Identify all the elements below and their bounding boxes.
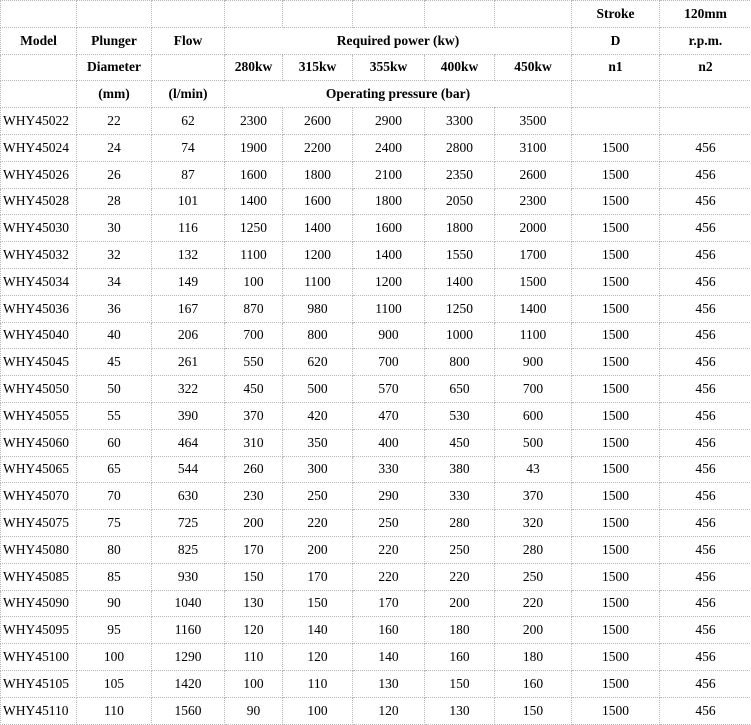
pressure-450kw-cell: 1500	[495, 268, 572, 295]
pressure-450kw-cell: 3100	[495, 134, 572, 161]
pressure-355kw-cell: 220	[353, 536, 425, 563]
table-row	[1, 161, 751, 188]
pressure-355kw-cell: 1600	[353, 215, 425, 242]
n1-cell: 1500	[572, 161, 660, 188]
pressure-450kw-cell: 150	[495, 697, 572, 724]
pressure-400kw-cell: 1550	[425, 242, 495, 269]
pressure-400kw-cell: 1800	[425, 215, 495, 242]
pressure-400kw-cell: 530	[425, 402, 495, 429]
diameter-cell: 90	[77, 590, 152, 617]
n2-cell: 456	[660, 295, 751, 322]
pressure-280kw-cell: 230	[225, 483, 283, 510]
pressure-400kw-cell: 1000	[425, 322, 495, 349]
pressure-400kw-cell: 200	[425, 590, 495, 617]
pressure-315kw-cell: 110	[283, 670, 353, 697]
model-cell: WHY45045	[1, 349, 77, 376]
n1-cell: 1500	[572, 215, 660, 242]
n2-cell: 456	[660, 590, 751, 617]
pressure-280kw-cell: 260	[225, 456, 283, 483]
header-row-4	[1, 81, 751, 108]
pressure-450kw-cell: 2300	[495, 188, 572, 215]
pressure-280kw-cell: 130	[225, 590, 283, 617]
diameter-cell: 95	[77, 617, 152, 644]
pressure-280kw-cell: 100	[225, 670, 283, 697]
pressure-450kw-cell: 900	[495, 349, 572, 376]
model-cell: WHY45034	[1, 268, 77, 295]
pressure-450kw-cell: 3500	[495, 108, 572, 135]
pressure-315kw-cell: 250	[283, 483, 353, 510]
header-plunger: Plunger	[77, 27, 152, 54]
pressure-280kw-cell: 310	[225, 429, 283, 456]
header-row-2	[1, 27, 751, 54]
pressure-355kw-cell: 250	[353, 510, 425, 537]
flow-cell: 390	[152, 402, 225, 429]
pressure-315kw-cell: 300	[283, 456, 353, 483]
pressure-315kw-cell: 2600	[283, 108, 353, 135]
n1-cell	[572, 108, 660, 135]
pressure-355kw-cell: 2900	[353, 108, 425, 135]
table-row	[1, 563, 751, 590]
pressure-315kw-cell: 170	[283, 563, 353, 590]
n2-cell: 456	[660, 456, 751, 483]
n2-cell: 456	[660, 349, 751, 376]
pressure-450kw-cell: 700	[495, 376, 572, 403]
table-row	[1, 644, 751, 671]
diameter-cell: 32	[77, 242, 152, 269]
flow-cell: 1560	[152, 697, 225, 724]
table-row	[1, 295, 751, 322]
model-cell: WHY45055	[1, 402, 77, 429]
header-rpm: r.p.m.	[660, 27, 751, 54]
pressure-280kw-cell: 170	[225, 536, 283, 563]
pressure-355kw-cell: 1400	[353, 242, 425, 269]
header-flow-unit: (l/min)	[152, 81, 225, 108]
pressure-450kw-cell: 500	[495, 429, 572, 456]
diameter-cell: 110	[77, 697, 152, 724]
pressure-280kw-cell: 870	[225, 295, 283, 322]
diameter-cell: 30	[77, 215, 152, 242]
n2-cell: 456	[660, 697, 751, 724]
diameter-cell: 36	[77, 295, 152, 322]
pressure-315kw-cell: 100	[283, 697, 353, 724]
n2-cell: 456	[660, 563, 751, 590]
diameter-cell: 85	[77, 563, 152, 590]
pressure-280kw-cell: 1250	[225, 215, 283, 242]
n1-cell: 1500	[572, 456, 660, 483]
pressure-280kw-cell: 1400	[225, 188, 283, 215]
flow-cell: 1290	[152, 644, 225, 671]
pressure-315kw-cell: 800	[283, 322, 353, 349]
flow-cell: 464	[152, 429, 225, 456]
header-stroke-d: D	[572, 27, 660, 54]
n1-cell: 1500	[572, 483, 660, 510]
n2-cell: 456	[660, 268, 751, 295]
pressure-400kw-cell: 1400	[425, 268, 495, 295]
pressure-355kw-cell: 220	[353, 563, 425, 590]
pressure-400kw-cell: 2050	[425, 188, 495, 215]
pressure-280kw-cell: 90	[225, 697, 283, 724]
flow-cell: 132	[152, 242, 225, 269]
table-row	[1, 134, 751, 161]
pressure-280kw-cell: 1600	[225, 161, 283, 188]
diameter-cell: 80	[77, 536, 152, 563]
n2-cell: 456	[660, 483, 751, 510]
n1-cell: 1500	[572, 402, 660, 429]
model-cell: WHY45026	[1, 161, 77, 188]
pressure-355kw-cell: 2100	[353, 161, 425, 188]
model-cell: WHY45032	[1, 242, 77, 269]
pressure-450kw-cell: 320	[495, 510, 572, 537]
pressure-450kw-cell: 2600	[495, 161, 572, 188]
table-row	[1, 670, 751, 697]
flow-cell: 74	[152, 134, 225, 161]
pressure-450kw-cell: 1100	[495, 322, 572, 349]
table-row	[1, 188, 751, 215]
pressure-355kw-cell: 570	[353, 376, 425, 403]
pressure-355kw-cell: 700	[353, 349, 425, 376]
flow-cell: 62	[152, 108, 225, 135]
table-row	[1, 483, 751, 510]
table-row	[1, 215, 751, 242]
pressure-450kw-cell: 250	[495, 563, 572, 590]
diameter-cell: 75	[77, 510, 152, 537]
pressure-400kw-cell: 1250	[425, 295, 495, 322]
header-stroke: Stroke	[572, 1, 660, 28]
model-cell: WHY45105	[1, 670, 77, 697]
n2-cell: 456	[660, 376, 751, 403]
table-row	[1, 429, 751, 456]
pressure-280kw-cell: 450	[225, 376, 283, 403]
table-row	[1, 108, 751, 135]
diameter-cell: 34	[77, 268, 152, 295]
model-cell: WHY45065	[1, 456, 77, 483]
flow-cell: 544	[152, 456, 225, 483]
pressure-400kw-cell: 280	[425, 510, 495, 537]
table-row	[1, 617, 751, 644]
model-cell: WHY45028	[1, 188, 77, 215]
pressure-315kw-cell: 200	[283, 536, 353, 563]
pressure-450kw-cell: 2000	[495, 215, 572, 242]
pressure-315kw-cell: 150	[283, 590, 353, 617]
flow-cell: 116	[152, 215, 225, 242]
table-row	[1, 536, 751, 563]
model-cell: WHY45070	[1, 483, 77, 510]
table-row	[1, 242, 751, 269]
header-row-1	[1, 1, 751, 28]
pressure-450kw-cell: 43	[495, 456, 572, 483]
model-cell: WHY45075	[1, 510, 77, 537]
pressure-355kw-cell: 140	[353, 644, 425, 671]
n2-cell: 456	[660, 242, 751, 269]
pressure-280kw-cell: 1900	[225, 134, 283, 161]
flow-cell: 825	[152, 536, 225, 563]
n1-cell: 1500	[572, 697, 660, 724]
pressure-450kw-cell: 220	[495, 590, 572, 617]
pressure-355kw-cell: 2400	[353, 134, 425, 161]
pressure-280kw-cell: 150	[225, 563, 283, 590]
n2-cell: 456	[660, 644, 751, 671]
diameter-cell: 60	[77, 429, 152, 456]
n1-cell: 1500	[572, 268, 660, 295]
flow-cell: 630	[152, 483, 225, 510]
n2-cell: 456	[660, 429, 751, 456]
table-row	[1, 349, 751, 376]
n1-cell: 1500	[572, 617, 660, 644]
pressure-315kw-cell: 350	[283, 429, 353, 456]
header-diameter: Diameter	[77, 54, 152, 81]
diameter-cell: 100	[77, 644, 152, 671]
n2-cell: 456	[660, 134, 751, 161]
table-row	[1, 322, 751, 349]
table-row	[1, 376, 751, 403]
pressure-315kw-cell: 1100	[283, 268, 353, 295]
pressure-280kw-cell: 370	[225, 402, 283, 429]
pressure-400kw-cell: 180	[425, 617, 495, 644]
pressure-315kw-cell: 1800	[283, 161, 353, 188]
pressure-315kw-cell: 1600	[283, 188, 353, 215]
pressure-400kw-cell: 160	[425, 644, 495, 671]
n1-cell: 1500	[572, 590, 660, 617]
pressure-355kw-cell: 170	[353, 590, 425, 617]
header-rpm-value: 120mm	[660, 1, 751, 28]
n2-cell: 456	[660, 188, 751, 215]
pressure-450kw-cell: 200	[495, 617, 572, 644]
header-power-355: 355kw	[353, 54, 425, 81]
pressure-400kw-cell: 250	[425, 536, 495, 563]
pressure-355kw-cell: 330	[353, 456, 425, 483]
pressure-355kw-cell: 1100	[353, 295, 425, 322]
table-row	[1, 697, 751, 724]
table-row	[1, 456, 751, 483]
model-cell: WHY45022	[1, 108, 77, 135]
pressure-450kw-cell: 180	[495, 644, 572, 671]
pressure-315kw-cell: 980	[283, 295, 353, 322]
header-model: Model	[1, 27, 77, 54]
n1-cell: 1500	[572, 134, 660, 161]
diameter-cell: 70	[77, 483, 152, 510]
model-cell: WHY45095	[1, 617, 77, 644]
diameter-cell: 24	[77, 134, 152, 161]
n1-cell: 1500	[572, 510, 660, 537]
pressure-280kw-cell: 100	[225, 268, 283, 295]
n2-cell: 456	[660, 536, 751, 563]
pressure-400kw-cell: 220	[425, 563, 495, 590]
pressure-280kw-cell: 2300	[225, 108, 283, 135]
pressure-355kw-cell: 290	[353, 483, 425, 510]
model-cell: WHY45036	[1, 295, 77, 322]
flow-cell: 725	[152, 510, 225, 537]
pressure-400kw-cell: 380	[425, 456, 495, 483]
pressure-280kw-cell: 200	[225, 510, 283, 537]
pressure-280kw-cell: 550	[225, 349, 283, 376]
pressure-450kw-cell: 370	[495, 483, 572, 510]
table-row	[1, 590, 751, 617]
diameter-cell: 50	[77, 376, 152, 403]
pressure-315kw-cell: 120	[283, 644, 353, 671]
n1-cell: 1500	[572, 536, 660, 563]
diameter-cell: 40	[77, 322, 152, 349]
pressure-355kw-cell: 1800	[353, 188, 425, 215]
n1-cell: 1500	[572, 670, 660, 697]
n1-cell: 1500	[572, 242, 660, 269]
pressure-355kw-cell: 120	[353, 697, 425, 724]
pressure-355kw-cell: 900	[353, 322, 425, 349]
n2-cell: 456	[660, 215, 751, 242]
flow-cell: 1160	[152, 617, 225, 644]
pressure-400kw-cell: 2800	[425, 134, 495, 161]
pressure-315kw-cell: 420	[283, 402, 353, 429]
pressure-280kw-cell: 1100	[225, 242, 283, 269]
n2-cell	[660, 108, 751, 135]
header-power-315: 315kw	[283, 54, 353, 81]
model-cell: WHY45060	[1, 429, 77, 456]
pressure-400kw-cell: 3300	[425, 108, 495, 135]
header-power-400: 400kw	[425, 54, 495, 81]
pressure-280kw-cell: 120	[225, 617, 283, 644]
header-n2: n2	[660, 54, 751, 81]
pressure-315kw-cell: 140	[283, 617, 353, 644]
n1-cell: 1500	[572, 349, 660, 376]
model-cell: WHY45110	[1, 697, 77, 724]
n2-cell: 456	[660, 510, 751, 537]
pressure-450kw-cell: 160	[495, 670, 572, 697]
model-cell: WHY45024	[1, 134, 77, 161]
flow-cell: 322	[152, 376, 225, 403]
header-flow: Flow	[152, 27, 225, 54]
flow-cell: 261	[152, 349, 225, 376]
n1-cell: 1500	[572, 429, 660, 456]
model-cell: WHY45050	[1, 376, 77, 403]
model-cell: WHY45030	[1, 215, 77, 242]
pressure-450kw-cell: 600	[495, 402, 572, 429]
pressure-400kw-cell: 800	[425, 349, 495, 376]
header-power-450: 450kw	[495, 54, 572, 81]
pressure-450kw-cell: 1700	[495, 242, 572, 269]
n1-cell: 1500	[572, 295, 660, 322]
pressure-315kw-cell: 500	[283, 376, 353, 403]
flow-cell: 87	[152, 161, 225, 188]
n2-cell: 456	[660, 161, 751, 188]
diameter-cell: 28	[77, 188, 152, 215]
pressure-400kw-cell: 650	[425, 376, 495, 403]
header-power-280: 280kw	[225, 54, 283, 81]
pressure-355kw-cell: 130	[353, 670, 425, 697]
diameter-cell: 45	[77, 349, 152, 376]
diameter-cell: 26	[77, 161, 152, 188]
diameter-cell: 55	[77, 402, 152, 429]
table-row	[1, 268, 751, 295]
flow-cell: 206	[152, 322, 225, 349]
pressure-280kw-cell: 110	[225, 644, 283, 671]
pressure-400kw-cell: 130	[425, 697, 495, 724]
flow-cell: 1040	[152, 590, 225, 617]
pressure-315kw-cell: 620	[283, 349, 353, 376]
model-cell: WHY45040	[1, 322, 77, 349]
diameter-cell: 105	[77, 670, 152, 697]
table-row	[1, 510, 751, 537]
n1-cell: 1500	[572, 644, 660, 671]
pressure-315kw-cell: 1200	[283, 242, 353, 269]
header-n1: n1	[572, 54, 660, 81]
flow-cell: 1420	[152, 670, 225, 697]
n1-cell: 1500	[572, 322, 660, 349]
n1-cell: 1500	[572, 563, 660, 590]
n2-cell: 456	[660, 322, 751, 349]
pressure-355kw-cell: 160	[353, 617, 425, 644]
header-operating-pressure: Operating pressure (bar)	[225, 81, 572, 108]
flow-cell: 149	[152, 268, 225, 295]
pressure-400kw-cell: 450	[425, 429, 495, 456]
pressure-355kw-cell: 1200	[353, 268, 425, 295]
model-cell: WHY45100	[1, 644, 77, 671]
header-required-power: Required power (kw)	[225, 27, 572, 54]
model-cell: WHY45090	[1, 590, 77, 617]
table-row	[1, 402, 751, 429]
model-cell: WHY45080	[1, 536, 77, 563]
flow-cell: 167	[152, 295, 225, 322]
pressure-315kw-cell: 2200	[283, 134, 353, 161]
pressure-400kw-cell: 330	[425, 483, 495, 510]
header-mm-unit: (mm)	[77, 81, 152, 108]
diameter-cell: 65	[77, 456, 152, 483]
flow-cell: 101	[152, 188, 225, 215]
pressure-400kw-cell: 2350	[425, 161, 495, 188]
pressure-315kw-cell: 1400	[283, 215, 353, 242]
pressure-355kw-cell: 470	[353, 402, 425, 429]
flow-cell: 930	[152, 563, 225, 590]
pressure-355kw-cell: 400	[353, 429, 425, 456]
n1-cell: 1500	[572, 188, 660, 215]
n2-cell: 456	[660, 617, 751, 644]
pressure-400kw-cell: 150	[425, 670, 495, 697]
pressure-450kw-cell: 280	[495, 536, 572, 563]
diameter-cell: 22	[77, 108, 152, 135]
pressure-280kw-cell: 700	[225, 322, 283, 349]
n2-cell: 456	[660, 670, 751, 697]
n1-cell: 1500	[572, 376, 660, 403]
pressure-450kw-cell: 1400	[495, 295, 572, 322]
header-row-3	[1, 54, 751, 81]
pressure-315kw-cell: 220	[283, 510, 353, 537]
n2-cell: 456	[660, 402, 751, 429]
model-cell: WHY45085	[1, 563, 77, 590]
